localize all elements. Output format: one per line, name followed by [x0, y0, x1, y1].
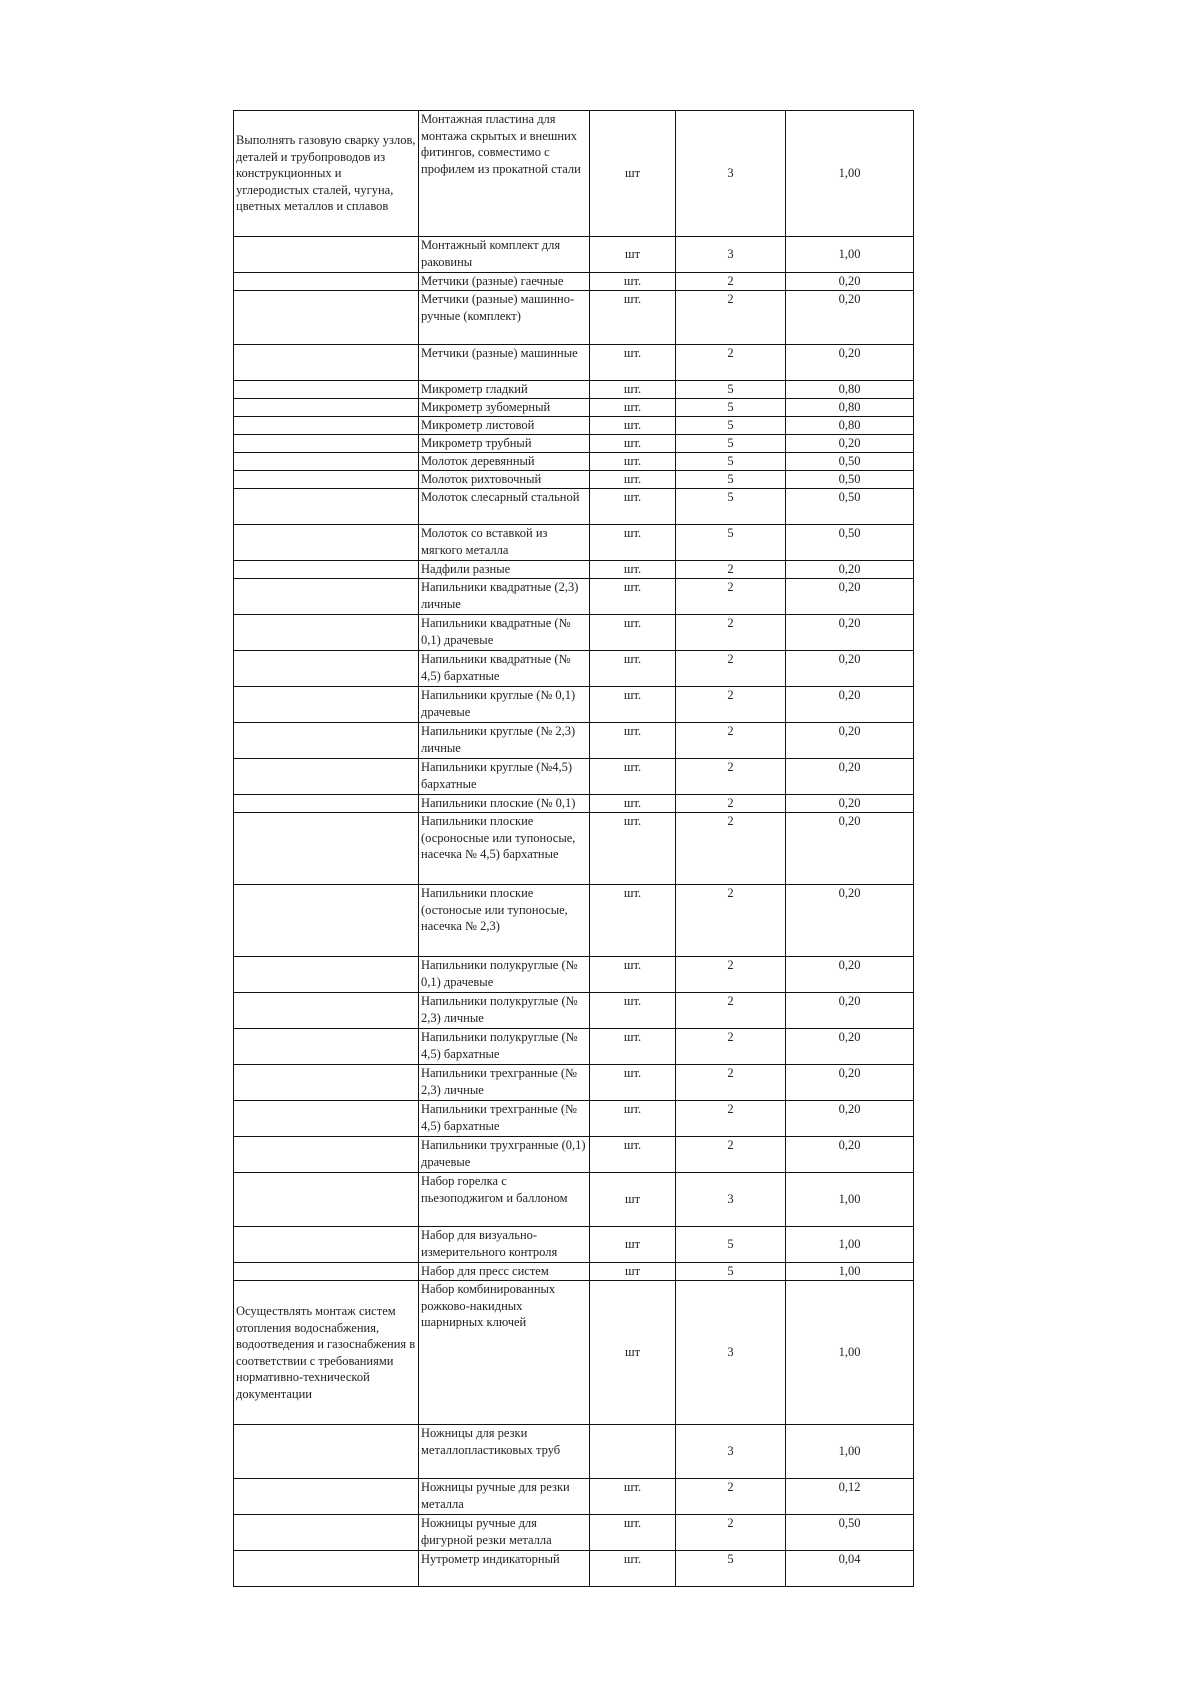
item-name-cell: Напильники квадратные (№ 0,1) драчевые	[419, 615, 590, 651]
unit-cell: шт	[590, 1173, 676, 1227]
table-row	[234, 1425, 914, 1479]
quantity-cell: 2	[676, 1137, 786, 1173]
table-row	[234, 651, 914, 687]
quantity-cell: 2	[676, 291, 786, 345]
table-row	[234, 579, 914, 615]
coefficient-cell: 0,20	[786, 651, 914, 687]
unit-cell: шт	[590, 1263, 676, 1281]
unit-cell: шт.	[590, 579, 676, 615]
table-row	[234, 1281, 914, 1425]
quantity-cell: 2	[676, 579, 786, 615]
competency-cell	[234, 1029, 419, 1065]
competency-cell	[234, 237, 419, 273]
coefficient-cell: 0,50	[786, 1515, 914, 1551]
competency-cell	[234, 1101, 419, 1137]
competency-cell	[234, 795, 419, 813]
item-name-cell: Молоток рихтовочный	[419, 471, 590, 489]
quantity-cell: 5	[676, 399, 786, 417]
table-row	[234, 1029, 914, 1065]
competency-cell	[234, 993, 419, 1029]
unit-cell: шт.	[590, 615, 676, 651]
coefficient-cell: 0,20	[786, 1137, 914, 1173]
unit-cell: шт.	[590, 1137, 676, 1173]
competency-cell	[234, 957, 419, 993]
item-name-cell: Напильники полукруглые (№ 4,5) бархатные	[419, 1029, 590, 1065]
coefficient-cell: 0,20	[786, 993, 914, 1029]
unit-cell: шт.	[590, 723, 676, 759]
item-name-cell: Напильники трухгранные (0,1) драчевые	[419, 1137, 590, 1173]
competency-cell	[234, 1173, 419, 1227]
table-row	[234, 381, 914, 399]
item-name-cell: Ножницы ручные для резки металла	[419, 1479, 590, 1515]
competency-cell	[234, 273, 419, 291]
competency-cell	[234, 1479, 419, 1515]
item-name-cell: Напильники круглые (№4,5) бархатные	[419, 759, 590, 795]
table-row	[234, 957, 914, 993]
quantity-cell: 5	[676, 1263, 786, 1281]
unit-cell: шт.	[590, 993, 676, 1029]
coefficient-cell: 0,20	[786, 435, 914, 453]
competency-cell	[234, 579, 419, 615]
quantity-cell: 2	[676, 1101, 786, 1137]
item-name-cell: Монтажная пластина для монтажа скрытых и внешних фитингов, совместимо с профилем из прокатной стали	[419, 111, 590, 237]
unit-cell: шт.	[590, 417, 676, 435]
unit-cell: шт.	[590, 435, 676, 453]
coefficient-cell: 0,20	[786, 687, 914, 723]
quantity-cell: 5	[676, 1227, 786, 1263]
item-name-cell: Набор горелка с пьезоподжигом и баллоном	[419, 1173, 590, 1227]
coefficient-cell: 0,20	[786, 795, 914, 813]
table-row	[234, 795, 914, 813]
item-name-cell: Напильники круглые (№ 2,3) личные	[419, 723, 590, 759]
table-row	[234, 489, 914, 525]
unit-cell: шт.	[590, 345, 676, 381]
competency-cell	[234, 291, 419, 345]
item-name-cell: Напильники квадратные (№ 4,5) бархатные	[419, 651, 590, 687]
quantity-cell: 2	[676, 1029, 786, 1065]
table-row	[234, 885, 914, 957]
competency-cell	[234, 381, 419, 399]
coefficient-cell: 0,50	[786, 489, 914, 525]
coefficient-cell: 0,20	[786, 615, 914, 651]
coefficient-cell: 0,20	[786, 561, 914, 579]
item-name-cell: Ножницы ручные для фигурной резки металла	[419, 1515, 590, 1551]
table-row	[234, 561, 914, 579]
coefficient-cell: 0,50	[786, 471, 914, 489]
item-name-cell: Набор для пресс систем	[419, 1263, 590, 1281]
coefficient-cell: 1,00	[786, 1173, 914, 1227]
unit-cell: шт.	[590, 759, 676, 795]
coefficient-cell: 0,20	[786, 273, 914, 291]
unit-cell: шт.	[590, 1101, 676, 1137]
competency-cell	[234, 561, 419, 579]
competency-cell	[234, 489, 419, 525]
table-row	[234, 1515, 914, 1551]
unit-cell: шт	[590, 111, 676, 237]
quantity-cell: 2	[676, 687, 786, 723]
coefficient-cell: 1,00	[786, 237, 914, 273]
equipment-table	[233, 110, 914, 1587]
coefficient-cell: 0,04	[786, 1551, 914, 1587]
item-name-cell: Ножницы для резки металлопластиковых труб	[419, 1425, 590, 1479]
table-row	[234, 399, 914, 417]
unit-cell: шт.	[590, 651, 676, 687]
table-row	[234, 435, 914, 453]
coefficient-cell: 1,00	[786, 1425, 914, 1479]
competency-cell: Осуществлять монтаж систем отопления водоснабжения, водоотведения и газоснабжения в соответствии с требованиями нормативно-технической документации	[234, 1281, 419, 1425]
quantity-cell: 3	[676, 111, 786, 237]
item-name-cell: Напильники полукруглые (№ 0,1) драчевые	[419, 957, 590, 993]
item-name-cell: Микрометр зубомерный	[419, 399, 590, 417]
competency-cell	[234, 435, 419, 453]
table-row	[234, 1065, 914, 1101]
coefficient-cell: 1,00	[786, 1227, 914, 1263]
competency-cell	[234, 723, 419, 759]
quantity-cell: 2	[676, 651, 786, 687]
competency-cell	[234, 1551, 419, 1587]
competency-cell	[234, 471, 419, 489]
item-name-cell: Набор комбинированных рожково-накидных шарнирных ключей	[419, 1281, 590, 1425]
quantity-cell: 2	[676, 723, 786, 759]
quantity-cell: 2	[676, 957, 786, 993]
quantity-cell: 2	[676, 993, 786, 1029]
item-name-cell: Набор для визуально-измерительного контроля	[419, 1227, 590, 1263]
competency-cell	[234, 453, 419, 471]
unit-cell: шт.	[590, 273, 676, 291]
item-name-cell: Микрометр листовой	[419, 417, 590, 435]
table-row	[234, 813, 914, 885]
unit-cell: шт.	[590, 471, 676, 489]
competency-cell	[234, 345, 419, 381]
quantity-cell: 2	[676, 795, 786, 813]
quantity-cell: 5	[676, 435, 786, 453]
item-name-cell: Напильники квадратные (2,3) личные	[419, 579, 590, 615]
table-row	[234, 615, 914, 651]
quantity-cell: 2	[676, 1065, 786, 1101]
table-row	[234, 345, 914, 381]
unit-cell: шт.	[590, 399, 676, 417]
quantity-cell: 2	[676, 759, 786, 795]
item-name-cell: Монтажный комплект для раковины	[419, 237, 590, 273]
table-row	[234, 291, 914, 345]
item-name-cell: Нутрометр индикаторный	[419, 1551, 590, 1587]
competency-cell	[234, 687, 419, 723]
unit-cell: шт	[590, 237, 676, 273]
unit-cell: шт.	[590, 1065, 676, 1101]
item-name-cell: Молоток деревянный	[419, 453, 590, 471]
table-row	[234, 993, 914, 1029]
table-row	[234, 1479, 914, 1515]
quantity-cell: 5	[676, 1551, 786, 1587]
table-row	[234, 1101, 914, 1137]
competency-cell	[234, 417, 419, 435]
table-row	[234, 1227, 914, 1263]
table-row	[234, 111, 914, 237]
table-row	[234, 525, 914, 561]
table-row	[234, 237, 914, 273]
competency-cell	[234, 1515, 419, 1551]
table-row	[234, 1263, 914, 1281]
competency-cell: Выполнять газовую сварку узлов, деталей и трубопроводов из конструкционных и углеродистых сталей, чугуна, цветных металлов и сплавов	[234, 111, 419, 237]
coefficient-cell: 0,12	[786, 1479, 914, 1515]
item-name-cell: Напильники трехгранные (№ 4,5) бархатные	[419, 1101, 590, 1137]
table-row	[234, 759, 914, 795]
competency-cell	[234, 1227, 419, 1263]
quantity-cell: 5	[676, 417, 786, 435]
item-name-cell: Напильники полукруглые (№ 2,3) личные	[419, 993, 590, 1029]
equipment-table-page	[233, 110, 914, 1587]
item-name-cell: Метчики (разные) машинно-ручные (комплект)	[419, 291, 590, 345]
table-body	[234, 111, 914, 1587]
item-name-cell: Напильники плоские (остоносые или тупоносые, насечка № 2,3)	[419, 885, 590, 957]
unit-cell: шт.	[590, 489, 676, 525]
competency-cell	[234, 885, 419, 957]
table-row	[234, 417, 914, 435]
item-name-cell: Молоток со вставкой из мягкого металла	[419, 525, 590, 561]
unit-cell: шт.	[590, 1029, 676, 1065]
coefficient-cell: 0,20	[786, 885, 914, 957]
table-row	[234, 1137, 914, 1173]
unit-cell: шт.	[590, 1551, 676, 1587]
coefficient-cell: 0,80	[786, 417, 914, 435]
quantity-cell: 2	[676, 615, 786, 651]
competency-cell	[234, 615, 419, 651]
quantity-cell: 3	[676, 1173, 786, 1227]
competency-cell	[234, 525, 419, 561]
competency-cell	[234, 651, 419, 687]
coefficient-cell: 0,20	[786, 759, 914, 795]
item-name-cell: Микрометр гладкий	[419, 381, 590, 399]
unit-cell: шт.	[590, 291, 676, 345]
coefficient-cell: 0,80	[786, 399, 914, 417]
quantity-cell: 5	[676, 453, 786, 471]
table-row	[234, 273, 914, 291]
unit-cell: шт.	[590, 381, 676, 399]
coefficient-cell: 0,20	[786, 957, 914, 993]
quantity-cell: 2	[676, 1515, 786, 1551]
item-name-cell: Напильники трехгранные (№ 2,3) личные	[419, 1065, 590, 1101]
coefficient-cell: 1,00	[786, 111, 914, 237]
coefficient-cell: 0,20	[786, 1065, 914, 1101]
unit-cell: шт.	[590, 687, 676, 723]
quantity-cell: 2	[676, 273, 786, 291]
coefficient-cell: 0,20	[786, 345, 914, 381]
unit-cell: шт	[590, 1227, 676, 1263]
table-row	[234, 453, 914, 471]
item-name-cell: Микрометр трубный	[419, 435, 590, 453]
coefficient-cell: 0,20	[786, 813, 914, 885]
coefficient-cell: 0,80	[786, 381, 914, 399]
unit-cell: шт.	[590, 525, 676, 561]
quantity-cell: 3	[676, 237, 786, 273]
competency-cell	[234, 1425, 419, 1479]
item-name-cell: Метчики (разные) машинные	[419, 345, 590, 381]
item-name-cell: Напильники плоские (осроносные или тупоносые, насечка № 4,5) бархатные	[419, 813, 590, 885]
unit-cell: шт.	[590, 1515, 676, 1551]
table-row	[234, 1551, 914, 1587]
competency-cell	[234, 1065, 419, 1101]
coefficient-cell: 0,20	[786, 1029, 914, 1065]
table-row	[234, 471, 914, 489]
coefficient-cell: 0,20	[786, 579, 914, 615]
quantity-cell: 2	[676, 561, 786, 579]
unit-cell: шт.	[590, 561, 676, 579]
quantity-cell: 5	[676, 489, 786, 525]
unit-cell: шт.	[590, 813, 676, 885]
unit-cell: шт.	[590, 957, 676, 993]
quantity-cell: 5	[676, 471, 786, 489]
competency-cell	[234, 813, 419, 885]
competency-cell	[234, 399, 419, 417]
unit-cell: шт.	[590, 795, 676, 813]
quantity-cell: 3	[676, 1281, 786, 1425]
table-row	[234, 1173, 914, 1227]
item-name-cell: Напильники плоские (№ 0,1)	[419, 795, 590, 813]
quantity-cell: 3	[676, 1425, 786, 1479]
unit-cell	[590, 1425, 676, 1479]
coefficient-cell: 0,20	[786, 723, 914, 759]
table-row	[234, 723, 914, 759]
unit-cell: шт.	[590, 453, 676, 471]
item-name-cell: Напильники круглые (№ 0,1) драчевые	[419, 687, 590, 723]
quantity-cell: 2	[676, 813, 786, 885]
item-name-cell: Метчики (разные) гаечные	[419, 273, 590, 291]
coefficient-cell: 0,50	[786, 525, 914, 561]
competency-cell	[234, 759, 419, 795]
competency-cell	[234, 1263, 419, 1281]
quantity-cell: 2	[676, 1479, 786, 1515]
coefficient-cell: 0,50	[786, 453, 914, 471]
table-row	[234, 687, 914, 723]
unit-cell: шт.	[590, 1479, 676, 1515]
quantity-cell: 5	[676, 381, 786, 399]
coefficient-cell: 0,20	[786, 1101, 914, 1137]
quantity-cell: 2	[676, 345, 786, 381]
quantity-cell: 5	[676, 525, 786, 561]
item-name-cell: Надфили разные	[419, 561, 590, 579]
quantity-cell: 2	[676, 885, 786, 957]
coefficient-cell: 1,00	[786, 1281, 914, 1425]
unit-cell: шт	[590, 1281, 676, 1425]
competency-cell	[234, 1137, 419, 1173]
coefficient-cell: 1,00	[786, 1263, 914, 1281]
unit-cell: шт.	[590, 885, 676, 957]
coefficient-cell: 0,20	[786, 291, 914, 345]
item-name-cell: Молоток слесарный стальной	[419, 489, 590, 525]
